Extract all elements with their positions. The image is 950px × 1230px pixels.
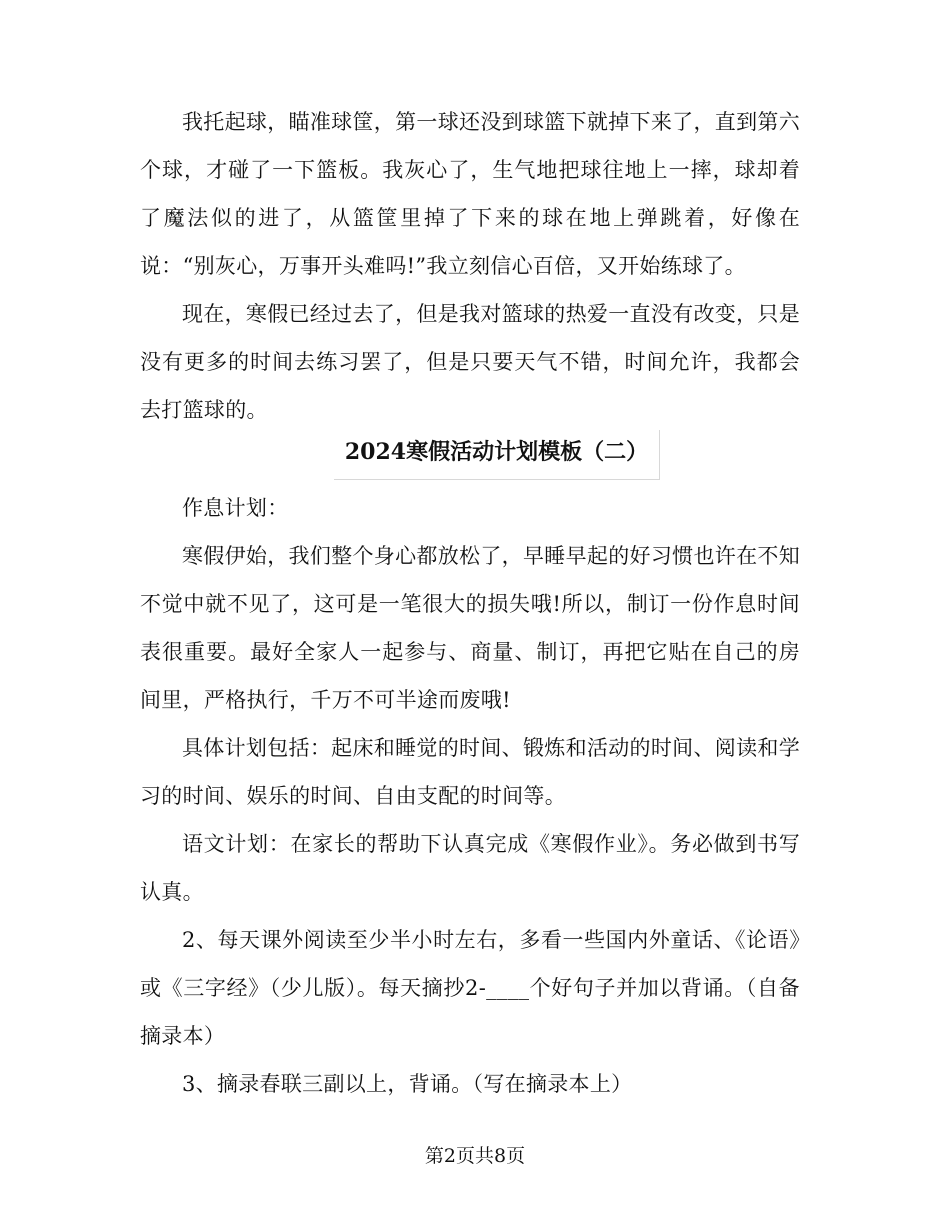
section-heading-box	[334, 430, 660, 480]
paragraph-schedule-plan-body: 寒假伊始，我们整个身心都放松了，早睡早起的好习惯也许在不知不觉中就不见了，这可是一笔很大的损失哦!所以，制订一份作息时间表很重要。最好全家人一起参与、商量、制订，再把它贴在自己的房间里，严格执行，千万不可半途而废哦!	[140, 544, 800, 712]
paragraph-winter-break-over: 现在，寒假已经过去了，但是我对篮球的热爱一直没有改变，只是没有更多的时间去练习罢了，但是只要天气不错，时间允许，我都会去打篮球的。	[140, 302, 800, 422]
paragraph-reading-plan: 2、每天课外阅读至少半小时左右，多看一些国内外童话、《论语》或《三字经》（少儿版）。每天摘抄2-____个好句子并加以背诵。（自备摘录本）	[140, 928, 800, 1048]
section-heading: 2024寒假活动计划模板（二）	[344, 439, 649, 465]
paragraph-couplets-plan: 3、摘录春联三副以上，背诵。（写在摘录本上）	[182, 1072, 633, 1096]
paragraph-schedule-plan-label: 作息计划：	[182, 496, 289, 520]
page-number-footer: 第2页共8页	[424, 1145, 526, 1167]
paragraph-chinese-plan: 语文计划：在家长的帮助下认真完成《寒假作业》。务必做到书写认真。	[140, 832, 800, 904]
paragraph-basketball-practice: 我托起球，瞄准球筐，第一球还没到球篮下就掉下来了，直到第六个球，才碰了一下篮板。我灰心了，生气地把球往地上一摔，球却着了魔法似的进了，从篮筐里掉了下来的球在地上弹跳着，好像在说：“别灰心，万事开头难吗!”我立刻信心百倍，又开始练球了。	[140, 110, 800, 278]
paragraph-plan-contents: 具体计划包括：起床和睡觉的时间、锻炼和活动的时间、阅读和学习的时间、娱乐的时间、自由支配的时间等。	[140, 736, 800, 808]
